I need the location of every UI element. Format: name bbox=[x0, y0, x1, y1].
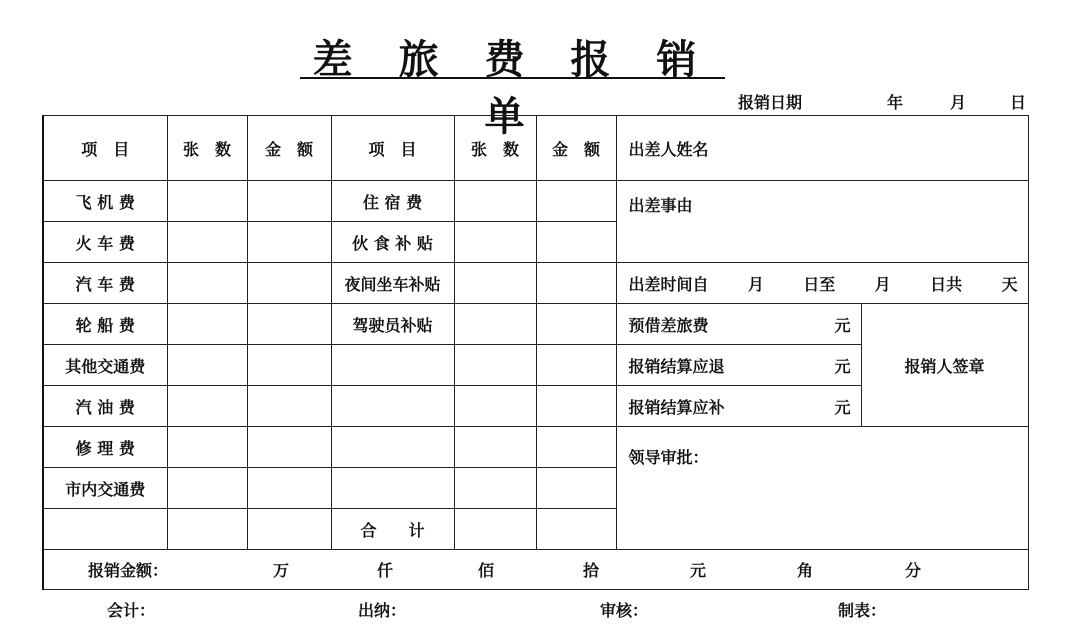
trip-reason-label: 出差事由 bbox=[616, 181, 1028, 263]
header-item-left: 项 目 bbox=[43, 116, 167, 181]
amount-cell[interactable] bbox=[536, 304, 616, 345]
count-cell[interactable] bbox=[167, 468, 247, 509]
amount-cell[interactable] bbox=[247, 427, 331, 468]
count-cell[interactable] bbox=[454, 509, 536, 550]
item-local-transport: 市内交通费 bbox=[43, 468, 167, 509]
item-driver-allowance: 驾驶员补贴 bbox=[331, 304, 454, 345]
signature-label: 报销人签章 bbox=[904, 356, 985, 376]
unit-jiao: 角 bbox=[797, 561, 814, 580]
header-count-left: 张 数 bbox=[167, 116, 247, 181]
item-train: 火 车 费 bbox=[43, 222, 167, 263]
header-count-mid: 张 数 bbox=[454, 116, 536, 181]
reviewer-label: 审核： bbox=[600, 601, 649, 620]
amount-cell[interactable] bbox=[536, 386, 616, 427]
count-cell[interactable] bbox=[167, 427, 247, 468]
table-row bbox=[43, 181, 1028, 222]
approval-label: 领导审批： bbox=[616, 427, 1028, 550]
unit-wan: 万 bbox=[273, 561, 290, 580]
count-cell[interactable] bbox=[454, 468, 536, 509]
table-row bbox=[43, 263, 1028, 304]
header-amount-mid: 金 额 bbox=[536, 116, 616, 181]
item-meal-allowance: 伙 食 补 贴 bbox=[331, 222, 454, 263]
header-item-mid: 项 目 bbox=[331, 116, 454, 181]
amount-cell[interactable] bbox=[247, 386, 331, 427]
header-row bbox=[43, 116, 1028, 181]
trip-time-days: 天 bbox=[1001, 274, 1018, 294]
amount-cell[interactable] bbox=[536, 509, 616, 550]
count-cell[interactable] bbox=[167, 181, 247, 222]
unit-yuan: 元 bbox=[690, 561, 707, 580]
amount-cell[interactable] bbox=[247, 345, 331, 386]
preparer-label: 制表： bbox=[838, 601, 887, 620]
table-row bbox=[43, 304, 1028, 345]
count-cell[interactable] bbox=[454, 181, 536, 222]
count-cell[interactable] bbox=[167, 263, 247, 304]
accountant-label: 会计： bbox=[107, 601, 156, 620]
amount-cell[interactable] bbox=[536, 427, 616, 468]
item-blank[interactable] bbox=[331, 386, 454, 427]
amount-cell[interactable] bbox=[536, 181, 616, 222]
item-fuel: 汽 油 费 bbox=[43, 386, 167, 427]
amount-cell[interactable] bbox=[536, 468, 616, 509]
count-cell[interactable] bbox=[167, 345, 247, 386]
amount-cell-row bbox=[43, 550, 1028, 590]
refund-label: 报销结算应退 bbox=[628, 356, 725, 376]
count-cell[interactable] bbox=[454, 386, 536, 427]
unit-shi: 拾 bbox=[583, 561, 600, 580]
unit-qian: 仟 bbox=[377, 561, 394, 580]
count-cell[interactable] bbox=[167, 386, 247, 427]
amount-row bbox=[43, 550, 1028, 590]
amount-cell[interactable] bbox=[247, 509, 331, 550]
signature-cell[interactable] bbox=[861, 304, 1028, 427]
date-month-label: 月 bbox=[950, 93, 967, 112]
item-other-transport: 其他交通费 bbox=[43, 345, 167, 386]
item-repair: 修 理 费 bbox=[43, 427, 167, 468]
cashier-label: 出纳： bbox=[358, 601, 407, 620]
supplement-label: 报销结算应补 bbox=[628, 397, 725, 417]
advance-cell bbox=[616, 304, 861, 345]
supplement-cell bbox=[616, 386, 861, 427]
traveler-name-label: 出差人姓名 bbox=[616, 116, 1028, 181]
date-label: 报销日期 bbox=[738, 93, 803, 112]
header-amount-left: 金 额 bbox=[247, 116, 331, 181]
count-cell[interactable] bbox=[167, 509, 247, 550]
yuan-unit: 元 bbox=[834, 315, 851, 335]
trip-time-day-total: 日共 bbox=[930, 274, 963, 294]
table-row bbox=[43, 427, 1028, 468]
total-label: 合 计 bbox=[331, 509, 454, 550]
amount-cell[interactable] bbox=[247, 468, 331, 509]
item-ship: 轮 船 费 bbox=[43, 304, 167, 345]
unit-bai: 佰 bbox=[478, 561, 495, 580]
count-cell[interactable] bbox=[167, 304, 247, 345]
count-cell[interactable] bbox=[454, 345, 536, 386]
trip-time-month: 月 bbox=[747, 274, 764, 294]
date-year-label: 年 bbox=[887, 93, 904, 112]
item-blank[interactable] bbox=[331, 468, 454, 509]
item-blank[interactable] bbox=[331, 427, 454, 468]
title-underline bbox=[300, 77, 725, 79]
expense-table bbox=[42, 115, 1029, 590]
count-cell[interactable] bbox=[454, 263, 536, 304]
count-cell[interactable] bbox=[454, 427, 536, 468]
trip-time-day-to: 日至 bbox=[803, 274, 836, 294]
item-blank[interactable] bbox=[331, 345, 454, 386]
amount-cell[interactable] bbox=[536, 263, 616, 304]
form-title: 差 旅 费 报 销 单 bbox=[312, 36, 713, 140]
item-lodging: 住 宿 费 bbox=[331, 181, 454, 222]
yuan-unit: 元 bbox=[834, 397, 851, 417]
amount-cell[interactable] bbox=[536, 345, 616, 386]
advance-label: 预借差旅费 bbox=[628, 315, 709, 335]
item-airfare: 飞 机 费 bbox=[43, 181, 167, 222]
trip-time-from: 出差时间自 bbox=[628, 274, 709, 294]
refund-cell bbox=[616, 345, 861, 386]
count-cell[interactable] bbox=[454, 304, 536, 345]
date-day-label: 日 bbox=[1010, 93, 1027, 112]
amount-cell[interactable] bbox=[247, 181, 331, 222]
unit-fen: 分 bbox=[905, 561, 922, 580]
item-blank[interactable] bbox=[43, 509, 167, 550]
trip-time-cell bbox=[616, 263, 1028, 304]
yuan-unit: 元 bbox=[834, 356, 851, 376]
item-bus: 汽 车 费 bbox=[43, 263, 167, 304]
amount-cell[interactable] bbox=[247, 263, 331, 304]
amount-cell[interactable] bbox=[247, 222, 331, 263]
amount-cell[interactable] bbox=[536, 222, 616, 263]
item-night-ride: 夜间坐车补贴 bbox=[331, 263, 454, 304]
amount-label: 报销金额： bbox=[88, 561, 169, 580]
count-cell[interactable] bbox=[167, 222, 247, 263]
amount-cell[interactable] bbox=[247, 304, 331, 345]
count-cell[interactable] bbox=[454, 222, 536, 263]
trip-time-month: 月 bbox=[874, 274, 891, 294]
